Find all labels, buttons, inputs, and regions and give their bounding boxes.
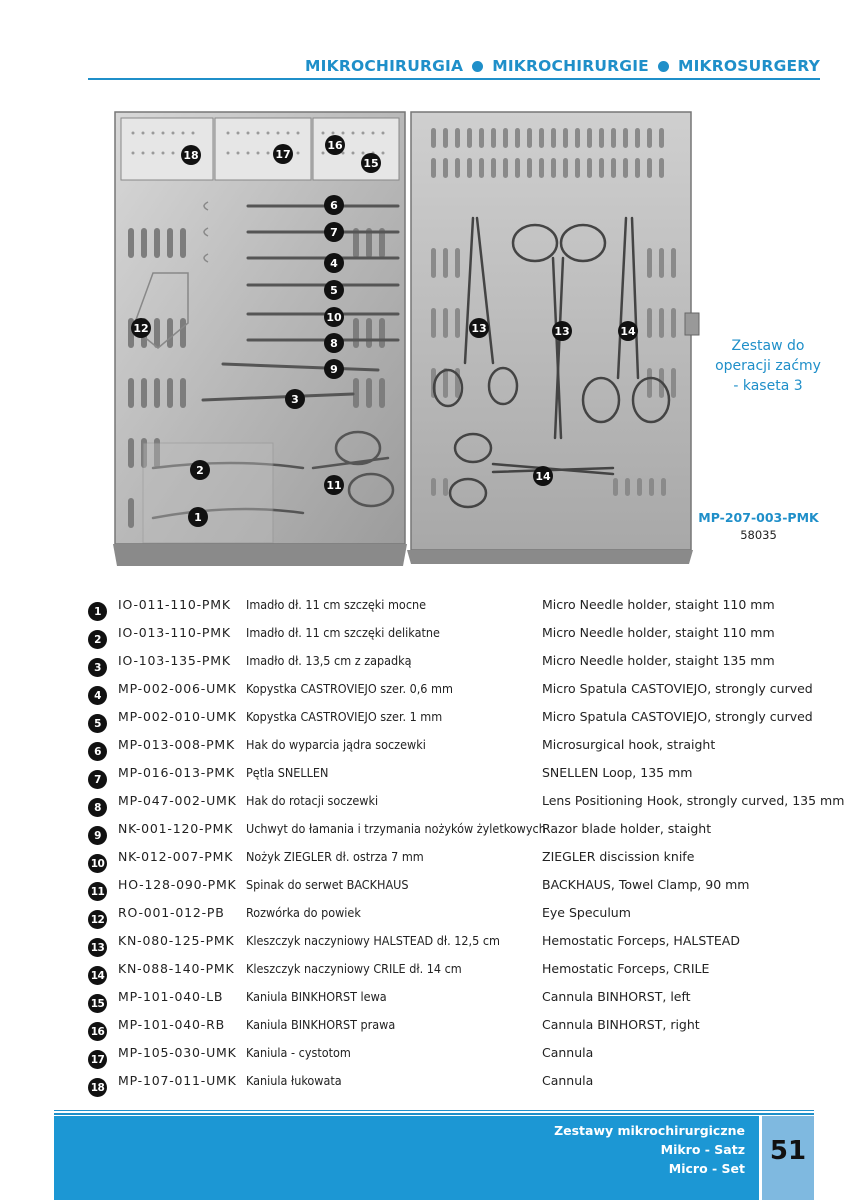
item-code: MP-101-040-RB (118, 1017, 225, 1032)
item-code: MP-002-006-UMK (118, 681, 237, 696)
header-title-de: MIKROCHIRURGIE (492, 57, 649, 75)
item-name-pl: Pętla SNELLEN (246, 765, 329, 780)
item-name-pl: Rozwórka do powiek (246, 905, 361, 920)
photo-callout-17: 17 (275, 148, 291, 161)
item-name-pl: Kaniula łukowata (246, 1073, 342, 1088)
item-number-badge: 5 (88, 714, 107, 733)
item-number-badge: 14 (88, 966, 107, 985)
photo-callout-6: 6 (330, 199, 338, 212)
photo-callout-4: 4 (330, 257, 338, 270)
list-item (88, 648, 828, 676)
item-code: NK-001-120-PMK (118, 821, 234, 836)
item-number-badge: 17 (88, 1050, 107, 1069)
item-code: MP-002-010-UMK (118, 709, 237, 724)
item-code: MP-107-011-UMK (118, 1073, 237, 1088)
header-title-en: MIKROSURGERY (677, 57, 820, 75)
list-item (88, 928, 828, 956)
item-name-pl: Spinak do serwet BACKHAUS (246, 877, 409, 892)
item-name-pl: Kaniula BINKHORST prawa (246, 1017, 396, 1032)
item-code: IO-103-135-PMK (118, 653, 231, 668)
photo-callout-8: 8 (330, 337, 338, 350)
list-item (88, 872, 828, 900)
item-name-pl: Kopystka CASTROVIEJO szer. 0,6 mm (246, 681, 453, 696)
photo-callout-14a: 14 (620, 325, 636, 338)
footer-line2: Mikro - Satz (660, 1142, 745, 1157)
photo-callout-15: 15 (363, 157, 379, 170)
kit-caption-line2: operacji zaćmy (715, 358, 821, 374)
footer-divider (54, 1110, 814, 1111)
item-number-badge: 4 (88, 686, 107, 705)
item-name-en: Hemostatic Forceps, CRILE (542, 961, 710, 976)
item-name-en: Micro Needle holder, staight 135 mm (542, 653, 775, 668)
footer-line1: Zestawy mikrochirurgiczne (554, 1123, 745, 1138)
item-number-badge: 16 (88, 1022, 107, 1041)
item-number-badge: 2 (88, 630, 107, 649)
item-number-badge: 8 (88, 798, 107, 817)
footer-section-title (554, 1121, 745, 1178)
item-name-en: Microsurgical hook, straight (542, 737, 716, 752)
item-name-en: Micro Needle holder, staight 110 mm (542, 597, 775, 612)
item-name-pl: Imadło dł. 13,5 cm z zapadką (246, 653, 412, 668)
photo-callout-11: 11 (326, 479, 342, 492)
item-code: MP-013-008-PMK (118, 737, 236, 752)
header-title-pl: MIKROCHIRURGIA (305, 57, 464, 75)
list-item (88, 732, 828, 760)
item-name-en: Cannula BINHORST, right (542, 1017, 700, 1032)
item-code: MP-105-030-UMK (118, 1045, 237, 1060)
item-name-en: Micro Needle holder, staight 110 mm (542, 625, 775, 640)
photo-callout-3: 3 (291, 393, 299, 406)
list-item (88, 1068, 828, 1096)
kit-caption (708, 336, 828, 396)
photo-callout-13b: 13 (554, 325, 570, 338)
list-item (88, 984, 828, 1012)
item-code: MP-101-040-LB (118, 989, 224, 1004)
photo-callout-18: 18 (183, 149, 199, 162)
item-name-en: Micro Spatula CASTOVIEJO, strongly curved (542, 681, 813, 696)
item-name-en: Micro Spatula CASTOVIEJO, strongly curved (542, 709, 813, 724)
item-number-badge: 6 (88, 742, 107, 761)
item-number-badge: 9 (88, 826, 107, 845)
item-name-pl: Kaniula BINKHORST lewa (246, 989, 387, 1004)
header-divider (88, 78, 820, 80)
item-code: IO-011-110-PMK (118, 597, 231, 612)
kit-caption-line1: Zestaw do (731, 338, 805, 354)
item-number-badge: 10 (88, 854, 107, 873)
photo-callout-1: 1 (194, 511, 202, 524)
item-name-pl: Hak do rotacji soczewki (246, 793, 379, 808)
photo-callout-13a: 13 (471, 322, 487, 335)
item-name-en: Lens Positioning Hook, strongly curved, 135 mm (542, 793, 845, 808)
photo-callout-9: 9 (330, 363, 338, 376)
item-number-badge: 18 (88, 1078, 107, 1097)
footer-line3: Micro - Set (668, 1161, 745, 1176)
bullet-dot-icon (472, 61, 483, 72)
page-header-title (305, 57, 820, 75)
item-name-pl: Kopystka CASTROVIEJO szer. 1 mm (246, 709, 443, 724)
item-name-pl: Imadło dł. 11 cm szczęki delikatne (246, 625, 440, 640)
item-name-en: Hemostatic Forceps, HALSTEAD (542, 933, 740, 948)
item-code: RO-001-012-PB (118, 905, 225, 920)
item-name-en: Cannula (542, 1073, 594, 1088)
item-name-pl: Nożyk ZIEGLER dł. ostrza 7 mm (246, 849, 424, 864)
photo-callout-2: 2 (196, 464, 204, 477)
item-name-en: SNELLEN Loop, 135 mm (542, 765, 693, 780)
photo-callout-10: 10 (326, 311, 342, 324)
item-number-badge: 7 (88, 770, 107, 789)
footer-divider (54, 1113, 814, 1115)
list-item (88, 844, 828, 872)
list-item (88, 1040, 828, 1068)
item-code: MP-047-002-UMK (118, 793, 237, 808)
kit-number: 58035 (740, 528, 777, 542)
item-name-en: Cannula (542, 1045, 594, 1060)
list-item (88, 620, 828, 648)
instrument-tray-photo (113, 108, 703, 568)
item-number-badge: 3 (88, 658, 107, 677)
item-name-pl: Kleszczyk naczyniowy HALSTEAD dł. 12,5 cm (246, 933, 500, 948)
item-code: HO-128-090-PMK (118, 877, 237, 892)
item-number-badge: 12 (88, 910, 107, 929)
list-item (88, 1012, 828, 1040)
item-number-badge: 13 (88, 938, 107, 957)
instrument-list (88, 592, 845, 1096)
item-name-pl: Uchwyt do łamania i trzymania nożyków żyletkowych (246, 821, 546, 836)
item-name-en: Cannula BINHORST, left (542, 989, 691, 1004)
page-number: 51 (769, 1136, 807, 1166)
item-name-pl: Kaniula - cystotom (246, 1045, 351, 1060)
item-number-badge: 15 (88, 994, 107, 1013)
list-item (88, 676, 828, 704)
item-name-en: BACKHAUS, Towel Clamp, 90 mm (542, 877, 750, 892)
list-item (88, 760, 828, 788)
list-item (88, 816, 828, 844)
list-item (88, 704, 828, 732)
kit-caption-line3: - kaseta 3 (733, 378, 803, 394)
photo-callout-5: 5 (330, 284, 338, 297)
item-name-en: Eye Speculum (542, 905, 631, 920)
photo-callout-7: 7 (330, 226, 338, 239)
item-name-en: ZIEGLER discission knife (542, 849, 695, 864)
list-item (88, 900, 828, 928)
item-code: KN-088-140-PMK (118, 961, 235, 976)
photo-callout-16: 16 (327, 139, 343, 152)
kit-code: MP-207-003-PMK (698, 510, 819, 525)
item-code: KN-080-125-PMK (118, 933, 235, 948)
list-item (88, 592, 828, 620)
list-item (88, 788, 845, 816)
bullet-dot-icon (658, 61, 669, 72)
item-number-badge: 1 (88, 602, 107, 621)
list-item (88, 956, 828, 984)
item-code: IO-013-110-PMK (118, 625, 231, 640)
photo-callout-12: 12 (133, 322, 149, 335)
item-code: MP-016-013-PMK (118, 765, 236, 780)
item-number-badge: 11 (88, 882, 107, 901)
item-name-pl: Kleszczyk naczyniowy CRILE dł. 14 cm (246, 961, 462, 976)
photo-callout-14b: 14 (535, 470, 551, 483)
item-name-en: Razor blade holder, staight (542, 821, 712, 836)
item-name-pl: Hak do wyparcia jądra soczewki (246, 737, 426, 752)
item-code: NK-012-007-PMK (118, 849, 234, 864)
item-name-pl: Imadło dł. 11 cm szczęki mocne (246, 597, 427, 612)
